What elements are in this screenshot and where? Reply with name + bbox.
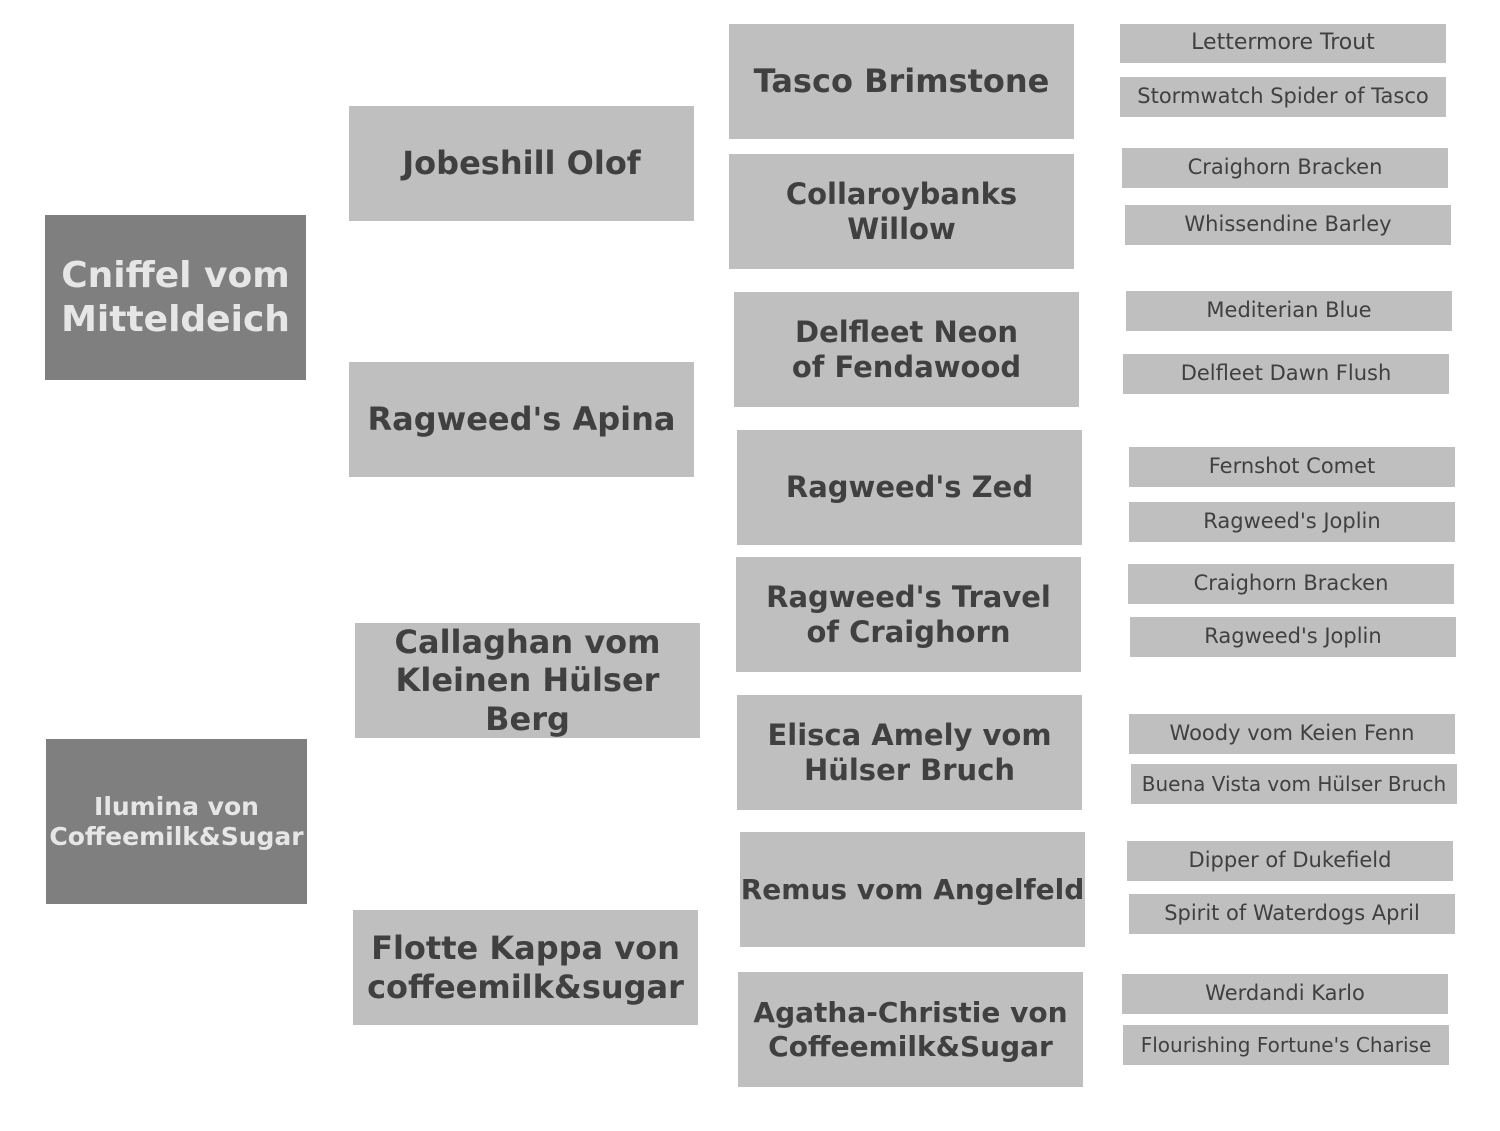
gen2-box-2: Ragweed's Apina (349, 362, 694, 477)
gen3-box-2: Collaroybanks Willow (729, 154, 1074, 269)
gen4-box-10: Ragweed's Joplin (1130, 617, 1456, 657)
gen3-box-6: Elisca Amely vom Hülser Bruch (737, 695, 1082, 810)
gen3-box-7: Remus vom Angelfeld (740, 832, 1085, 947)
gen3-box-1: Tasco Brimstone (729, 24, 1074, 139)
gen4-box-5: Mediterian Blue (1126, 291, 1452, 331)
gen2-box-1: Jobeshill Olof (349, 106, 694, 221)
gen4-box-11: Woody vom Keien Fenn (1129, 714, 1455, 754)
gen4-box-15: Werdandi Karlo (1122, 974, 1448, 1014)
gen3-box-3: Delfleet Neon of Fendawood (734, 292, 1079, 407)
gen2-box-4: Flotte Kappa von coffeemilk&sugar (353, 910, 698, 1025)
gen4-box-8: Ragweed's Joplin (1129, 502, 1455, 542)
gen4-box-14: Spirit of Waterdogs April (1129, 894, 1455, 934)
gen4-box-6: Delfleet Dawn Flush (1123, 354, 1449, 394)
gen1-box-sire: Cniffel vom Mitteldeich (45, 215, 306, 380)
gen4-box-7: Fernshot Comet (1129, 447, 1455, 487)
gen4-box-16: Flourishing Fortune's Charise (1123, 1025, 1449, 1065)
gen3-box-5: Ragweed's Travel of Craighorn (736, 557, 1081, 672)
gen1-box-dam: Ilumina von Coffeemilk&Sugar (46, 739, 307, 904)
gen2-box-3: Callaghan vom Kleinen Hülser Berg (355, 623, 700, 738)
gen4-box-12: Buena Vista vom Hülser Bruch (1131, 764, 1457, 804)
gen4-box-3: Craighorn Bracken (1122, 148, 1448, 188)
gen4-box-4: Whissendine Barley (1125, 205, 1451, 245)
gen4-box-2: Stormwatch Spider of Tasco (1120, 77, 1446, 117)
gen4-box-1: Lettermore Trout (1120, 24, 1446, 63)
gen4-box-13: Dipper of Dukefield (1127, 841, 1453, 881)
gen4-box-9: Craighorn Bracken (1128, 564, 1454, 604)
gen3-box-8: Agatha-Christie von Coffeemilk&Sugar (738, 972, 1083, 1087)
gen3-box-4: Ragweed's Zed (737, 430, 1082, 545)
